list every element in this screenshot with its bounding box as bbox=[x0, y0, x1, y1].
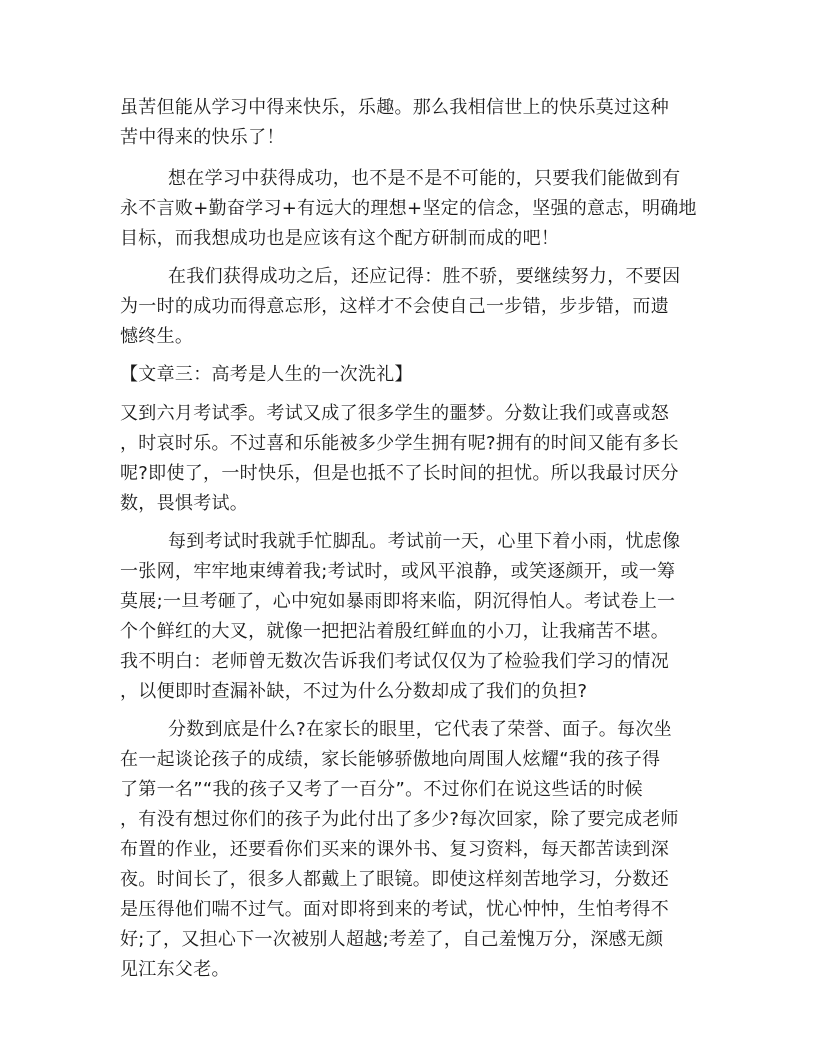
paragraph-6-line-2: 在一起谈论孩子的成绩，家长能够骄傲地向周围人炫耀“我的孩子得 bbox=[120, 749, 661, 770]
paragraph-5-line-1: 每到考试时我就手忙脚乱。考试前一天，心里下着小雨，忧虑像 bbox=[168, 531, 681, 552]
paragraph-4-line-1: 又到六月考试季。考试又成了很多学生的噩梦。分数让我们或喜或怒 bbox=[120, 403, 669, 424]
paragraph-6-line-9: 见江东父老。 bbox=[120, 959, 230, 980]
paragraph-6-line-5: 布置的作业，还要看你们买来的课外书、复习资料，每天都苦读到深 bbox=[120, 839, 669, 860]
paragraph-5-line-3: 莫展;一旦考砸了，心中宛如暴雨即将来临，阴沉得怕人。考试卷上一 bbox=[120, 591, 676, 612]
paragraph-4-line-3: 呢?即使了，一时快乐，但是也抵不了长时间的担忧。所以我最讨厌分 bbox=[120, 463, 679, 484]
paragraph-6-line-8: 好;了，又担心下一次被别人超越;考差了，自己羞愧万分，深感无颜 bbox=[120, 929, 664, 950]
paragraph-5-line-4: 个个鲜红的大叉，就像一把把沾着殷红鲜血的小刀，让我痛苦不堪。 bbox=[120, 621, 669, 642]
paragraph-2-line-3: 目标，而我想成功也是应该有这个配方研制而成的吧！ bbox=[120, 228, 560, 249]
paragraph-3-line-1: 在我们获得成功之后，还应记得：胜不骄，要继续努力，不要因 bbox=[168, 266, 681, 287]
paragraph-1-line-1: 虽苦但能从学习中得来快乐，乐趣。那么我相信世上的快乐莫过这种 bbox=[120, 97, 669, 118]
paragraph-1-line-2: 苦中得来的快乐了！ bbox=[120, 127, 285, 148]
paragraph-2-line-1: 想在学习中获得成功，也不是不是不可能的，只要我们能做到有 bbox=[168, 168, 681, 189]
paragraph-6-line-7: 是压得他们喘不过气。面对即将到来的考试，忧心忡忡，生怕考得不 bbox=[120, 899, 669, 920]
paragraph-2-line-2: 永不言败+勤奋学习+有远大的理想+坚定的信念，坚强的意志，明确地 bbox=[120, 198, 697, 219]
paragraph-4-line-2: ，时哀时乐。不过喜和乐能被多少学生拥有呢?拥有的时间又能有多长 bbox=[120, 433, 679, 454]
paragraph-6-line-4: ，有没有想过你们的孩子为此付出了多少?每次回家，除了要完成老师 bbox=[120, 809, 679, 830]
paragraph-6-line-3: 了第一名”“我的孩子又考了一百分”。不过你们在说这些话的时候 bbox=[120, 779, 643, 800]
paragraph-6-line-1: 分数到底是什么?在家长的眼里，它代表了荣誉、面子。每次坐 bbox=[168, 719, 672, 740]
paragraph-5-line-6: ，以便即时查漏补缺，不过为什么分数却成了我们的负担? bbox=[120, 681, 588, 702]
paragraph-5-line-2: 一张网，牢牢地束缚着我;考试时，或风平浪静，或笑逐颜开，或一筹 bbox=[120, 561, 676, 582]
paragraph-6-line-6: 夜。时间长了，很多人都戴上了眼镜。即使这样刻苦地学习，分数还 bbox=[120, 869, 669, 890]
paragraph-3-line-2: 为一时的成功而得意忘形，这样才不会使自己一步错，步步错，而遗 bbox=[120, 296, 669, 317]
paragraph-3-line-3: 憾终生。 bbox=[120, 326, 194, 347]
section-heading: 【文章三：高考是人生的一次洗礼】 bbox=[120, 364, 413, 385]
paragraph-4-line-4: 数，畏惧考试。 bbox=[120, 493, 249, 514]
paragraph-5-line-5: 我不明白：老师曾无数次告诉我们考试仅仅为了检验我们学习的情况 bbox=[120, 651, 669, 672]
